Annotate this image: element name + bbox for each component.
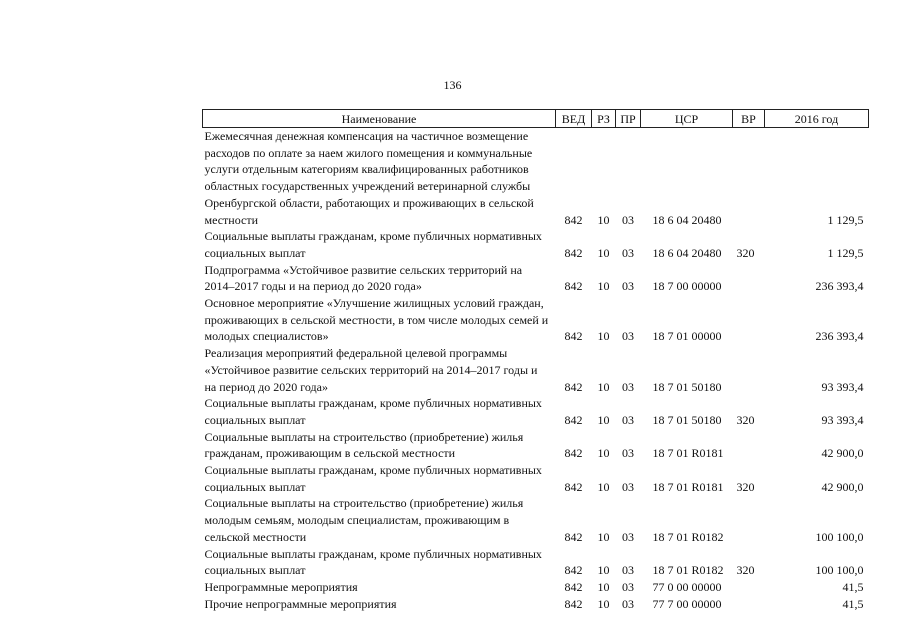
row-ved: 842: [564, 412, 583, 427]
row-ved: 842: [564, 563, 583, 578]
row-name: Социальные выплаты гражданам, кроме публичных нормативных социальных выплат: [204, 546, 542, 578]
row-rz: 10: [597, 329, 610, 344]
row-rz: 10: [597, 379, 610, 394]
header-ved: ВЕД: [556, 110, 592, 128]
row-rz: 10: [597, 529, 610, 544]
row-ved: 842: [564, 579, 583, 594]
table-row: [203, 579, 869, 596]
row-ved: 842: [564, 379, 583, 394]
row-vr: [733, 128, 765, 229]
row-ved: 842: [564, 479, 583, 494]
row-vr: 320: [736, 245, 755, 260]
table-row: [203, 546, 869, 579]
row-name: Социальные выплаты гражданам, кроме публичных нормативных социальных выплат: [204, 396, 542, 427]
budget-table: [202, 109, 869, 612]
row-name: Социальные выплаты гражданам, кроме публичных нормативных социальных выплат: [204, 229, 542, 260]
row-name: Прочие непрограммные мероприятия: [204, 596, 397, 611]
table-row: [203, 345, 869, 395]
row-csr: 18 7 01 R0181: [652, 479, 724, 494]
row-amount: 100 100,0: [815, 563, 864, 578]
row-name: Социальные выплаты на строительство (приобретение) жилья гражданам, проживающим в сельской местности: [204, 429, 524, 461]
row-ved: 842: [564, 329, 583, 344]
row-csr: 18 7 01 R0182: [652, 529, 724, 544]
row-amount: 236 393,4: [815, 279, 864, 294]
row-csr: 18 6 04 20480: [652, 212, 722, 227]
row-pr: 03: [622, 379, 634, 394]
table-row: [203, 128, 869, 229]
row-vr: 320: [736, 412, 755, 427]
row-pr: 03: [622, 579, 634, 594]
table-row: [203, 228, 869, 261]
table-row: [203, 495, 869, 545]
row-pr: 03: [622, 596, 634, 611]
row-vr: [733, 429, 765, 462]
row-pr: 03: [622, 212, 634, 227]
row-amount: 93 393,4: [821, 412, 864, 427]
row-amount: 41,5: [842, 596, 864, 611]
row-csr: 18 7 01 50180: [652, 412, 722, 427]
row-csr: 18 7 01 00000: [652, 329, 722, 344]
row-rz: 10: [597, 596, 610, 611]
row-pr: 03: [622, 279, 634, 294]
row-name: Непрограммные мероприятия: [204, 579, 358, 594]
page-number: 136: [443, 78, 462, 92]
row-pr: 03: [622, 479, 634, 494]
row-pr: 03: [622, 245, 634, 260]
table-row: [203, 429, 869, 462]
row-pr: 03: [622, 329, 634, 344]
table-row: [203, 596, 869, 613]
header-csr: ЦСР: [641, 110, 733, 128]
row-name: Реализация мероприятий федеральной целевой программы «Устойчивое развитие сельских территорий на 2014–2017 годы и на период до 2020 года»: [204, 346, 538, 394]
row-rz: 10: [597, 245, 610, 260]
row-amount: 93 393,4: [821, 379, 864, 394]
header-vr: ВР: [733, 110, 765, 128]
row-csr: 18 7 00 00000: [652, 279, 722, 294]
row-amount: 236 393,4: [815, 329, 864, 344]
row-amount: 42 900,0: [821, 479, 864, 494]
row-vr: [733, 295, 765, 345]
row-amount: 42 900,0: [821, 446, 864, 461]
table-row: [203, 395, 869, 428]
table-header-row: [203, 110, 869, 128]
row-ved: 842: [564, 212, 583, 227]
header-name: Наименование: [203, 110, 556, 128]
row-ved: 842: [564, 279, 583, 294]
row-csr: 18 6 04 20480: [652, 245, 722, 260]
row-pr: 03: [622, 529, 634, 544]
row-vr: [733, 596, 765, 613]
row-name: Социальные выплаты на строительство (приобретение) жилья молодым семьям, молодым специалистам, проживающим в сельской местности: [204, 496, 524, 544]
header-pr: ПР: [616, 110, 641, 128]
row-rz: 10: [597, 579, 610, 594]
row-csr: 18 7 01 50180: [652, 379, 722, 394]
row-name: Основное мероприятие «Улучшение жилищных условий граждан, проживающих в сельской местности, в том числе молодых семей и молодых специалистов»: [204, 296, 549, 344]
row-vr: 320: [736, 479, 755, 494]
row-pr: 03: [622, 446, 634, 461]
row-rz: 10: [597, 446, 610, 461]
row-rz: 10: [597, 479, 610, 494]
row-name: Социальные выплаты гражданам, кроме публичных нормативных социальных выплат: [204, 463, 542, 494]
row-vr: [733, 345, 765, 395]
table-row: [203, 295, 869, 345]
row-csr: 77 7 00 00000: [652, 596, 722, 611]
row-ved: 842: [564, 245, 583, 260]
header-amount: 2016 год: [765, 110, 869, 128]
row-ved: 842: [564, 446, 583, 461]
row-amount: 1 129,5: [827, 245, 864, 260]
table-row: [203, 262, 869, 295]
row-vr: [733, 262, 765, 295]
row-name: Ежемесячная денежная компенсация на частичное возмещение расходов по оплате за наем жилого помещения и коммунальные услуги отдельным категориям квалифицированных работников областных государственных учреждений ветеринарной службы Оренбургской области, работающих и проживающих в сельской местности: [204, 129, 534, 227]
header-rz: РЗ: [592, 110, 616, 128]
row-vr: 320: [736, 563, 755, 578]
row-ved: 842: [564, 529, 583, 544]
row-rz: 10: [597, 212, 610, 227]
table-row: [203, 462, 869, 495]
row-csr: 18 7 01 R0182: [652, 563, 724, 578]
row-vr: [733, 495, 765, 545]
table-body: [203, 128, 869, 613]
row-rz: 10: [597, 563, 610, 578]
row-name: Подпрограмма «Устойчивое развитие сельских территорий на 2014–2017 годы и на период до 2020 года»: [204, 262, 523, 294]
row-csr: 18 7 01 R0181: [652, 446, 724, 461]
row-pr: 03: [622, 412, 634, 427]
row-ved: 842: [564, 596, 583, 611]
row-rz: 10: [597, 412, 610, 427]
row-vr: [733, 579, 765, 596]
row-amount: 100 100,0: [815, 529, 864, 544]
row-csr: 77 0 00 00000: [652, 579, 722, 594]
row-amount: 1 129,5: [827, 212, 864, 227]
row-amount: 41,5: [842, 579, 864, 594]
row-rz: 10: [597, 279, 610, 294]
row-pr: 03: [622, 563, 634, 578]
